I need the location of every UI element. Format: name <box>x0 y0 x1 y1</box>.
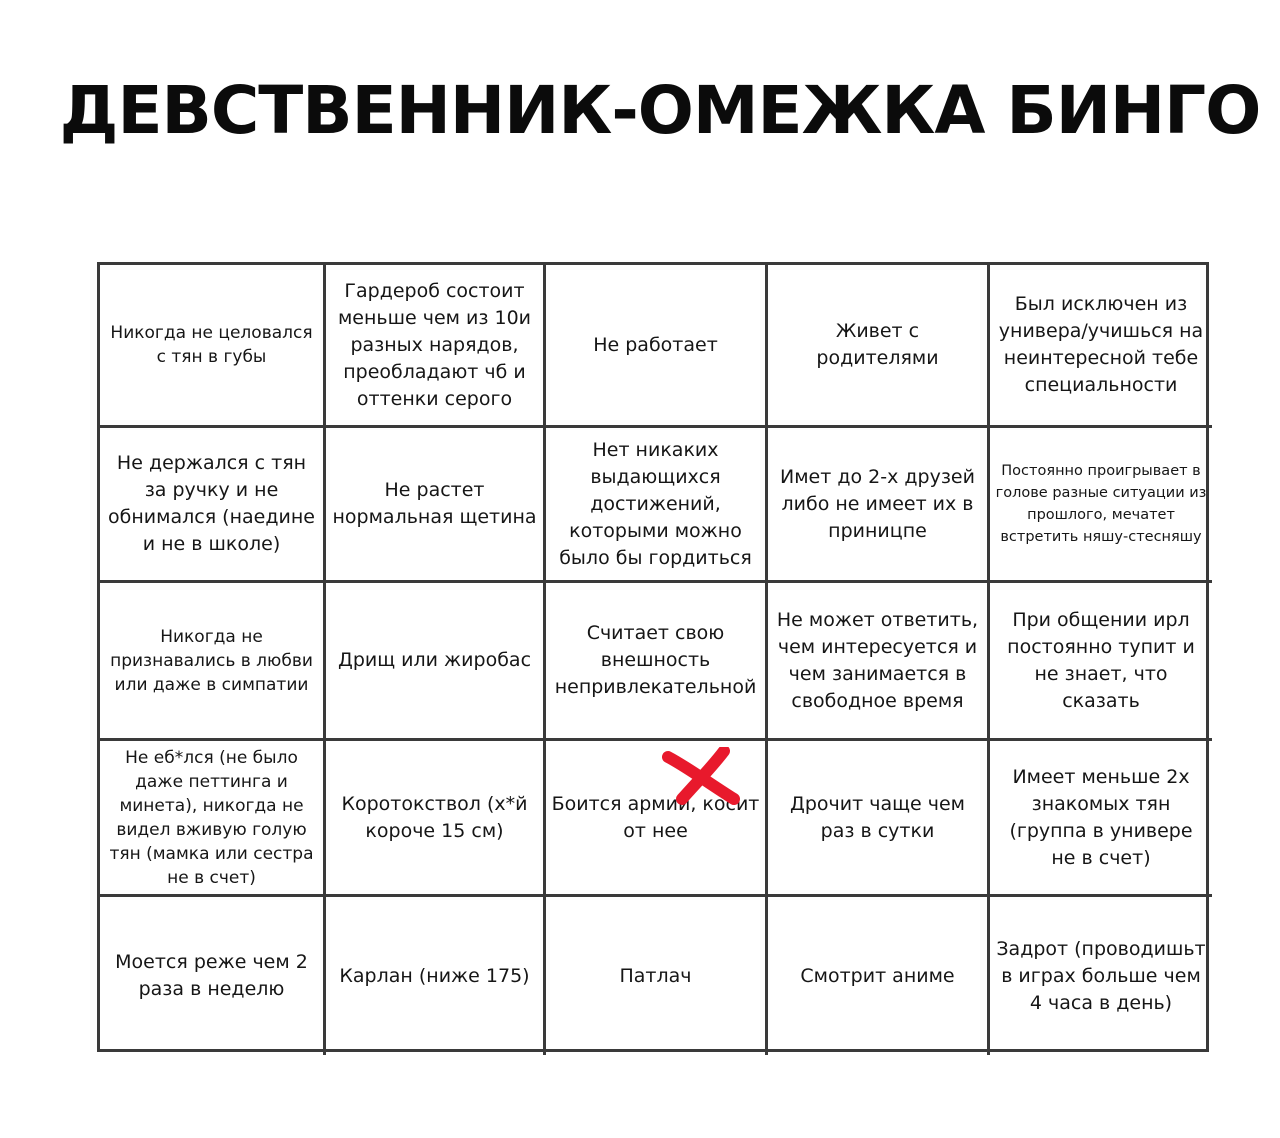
bingo-cell <box>546 583 768 741</box>
bingo-cell-text: Дрочит чаще чем раз в сутки <box>790 792 965 842</box>
bingo-cell <box>100 428 326 583</box>
bingo-cell <box>990 265 1212 428</box>
bingo-cell <box>990 428 1212 583</box>
bingo-cell-text: Боится армии, косит от нее <box>551 792 760 842</box>
bingo-cell <box>326 741 546 897</box>
bingo-cell <box>990 741 1212 897</box>
bingo-cell-text: Никогда не признавались в любви или даже в симпатии <box>110 626 313 695</box>
bingo-cell <box>326 265 546 428</box>
bingo-cell-text: Задрот (проводишьт в играх больше чем 4 часа в день) <box>996 937 1206 1014</box>
bingo-cell <box>100 897 326 1055</box>
bingo-cell-text: Не работает <box>593 333 718 356</box>
bingo-cell-text: Патлач <box>619 964 692 987</box>
bingo-cell-text: Постоянно проигрывает в голове разные ситуации из прошлого, мечатет встретить няшу-стесняшу <box>995 463 1207 545</box>
bingo-cell <box>768 265 990 428</box>
bingo-cell <box>326 583 546 741</box>
bingo-cell-text: Карлан (ниже 175) <box>339 964 530 987</box>
bingo-cell <box>100 583 326 741</box>
bingo-cell-text: Не держался с тян за ручку и не обнимался (наедине и не в школе) <box>108 452 315 555</box>
bingo-cell <box>326 897 546 1055</box>
bingo-cell-text: Не растет нормальная щетина <box>332 479 537 528</box>
bingo-cell <box>100 741 326 897</box>
bingo-cell <box>546 265 768 428</box>
bingo-cell-text: Моется реже чем 2 раза в неделю <box>115 951 308 1000</box>
bingo-cell-text: Дрищ или жиробас <box>337 649 532 671</box>
bingo-cell <box>990 897 1212 1055</box>
bingo-cell-text: Имеет меньше 2х знакомых тян (группа в универе не в счет) <box>1009 765 1193 869</box>
bingo-cell-text: Имет до 2-х друзей либо не имеет их в приницпе <box>780 465 975 542</box>
bingo-cell-text: Не может ответить, чем интересуется и чем занимается в свободное время <box>776 608 979 712</box>
bingo-grid <box>97 262 1209 1052</box>
bingo-cell <box>326 428 546 583</box>
bingo-cell-text: Гардероб состоит меньше чем из 10и разных нарядов, преобладают чб и оттенки серого <box>337 279 532 410</box>
bingo-cell-text: Никогда не целовался с тян в губы <box>110 323 313 367</box>
bingo-cell <box>990 583 1212 741</box>
bingo-title: ДЕВСТВЕННИК-ОМЕЖКА БИНГО <box>59 72 1261 149</box>
bingo-cell <box>768 741 990 897</box>
bingo-cell-text: Нет никаких выдающихся достижений, которыми можно было бы гордиться <box>559 438 752 569</box>
bingo-cell <box>546 741 768 897</box>
bingo-cell-text: Не еб*лся (не было даже петтинга и минета), никогда не видел вживую голую тян (мамка или сестра не в счет) <box>109 747 314 888</box>
bingo-cell <box>768 897 990 1055</box>
bingo-cell <box>100 265 326 428</box>
bingo-cell <box>546 428 768 583</box>
bingo-cell-text: Живет с родителями <box>816 320 939 369</box>
bingo-cell-text: Считает свою внешность непривлекательной <box>554 622 757 698</box>
bingo-cell-text: Был исключен из универа/учишься на неинтересной тебе специальности <box>998 293 1204 396</box>
bingo-cell <box>768 428 990 583</box>
bingo-cell <box>768 583 990 741</box>
bingo-cell <box>546 897 768 1055</box>
bingo-cell-text: Коротокствол (х*й короче 15 см) <box>341 792 528 842</box>
bingo-cell-text: Смотрит аниме <box>800 964 955 987</box>
bingo-cell-text: При общении ирл постоянно тупит и не знает, что сказать <box>1007 608 1195 712</box>
